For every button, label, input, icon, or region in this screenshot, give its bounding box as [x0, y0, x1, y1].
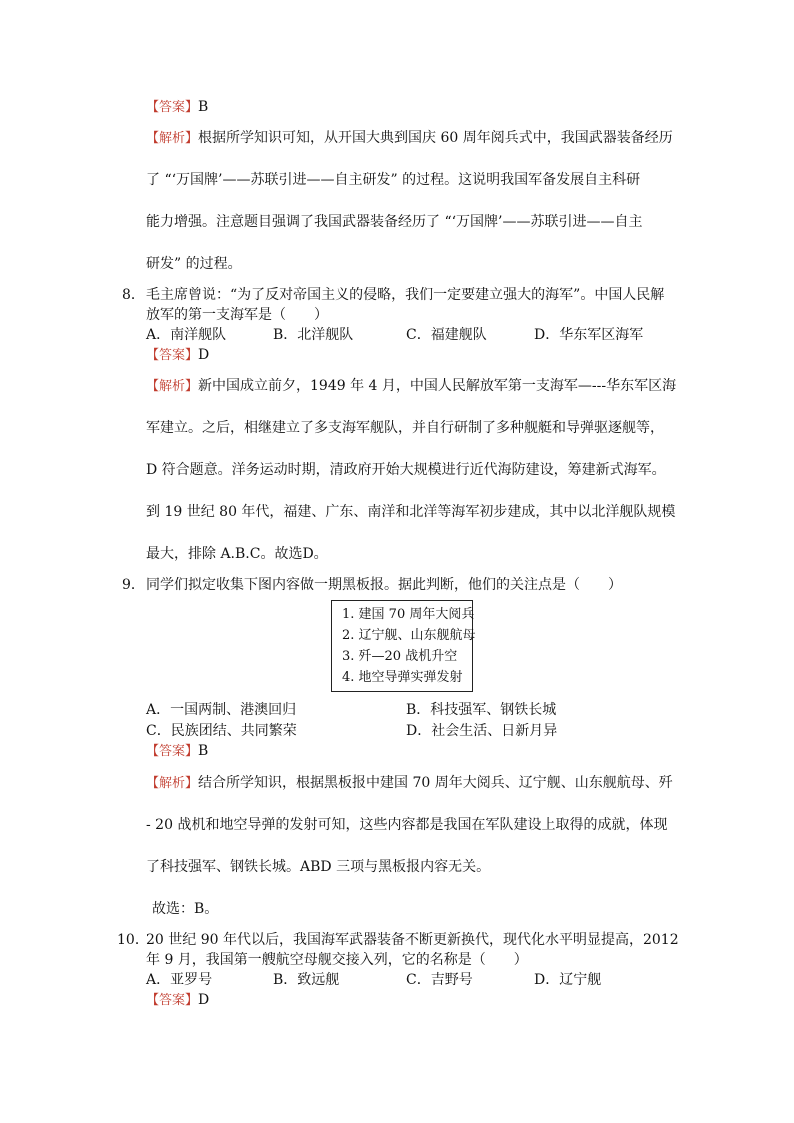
q7-answer: B — [198, 99, 209, 115]
q10-option-b: B．致远舰 — [273, 972, 340, 988]
q8-analysis-line-2: 军建立。之后，相继建立了多支海军舰队，并自行研制了多种舰艇和导弹驱逐舰等， — [146, 420, 664, 436]
analysis-tag: 【解析】 — [146, 776, 199, 791]
q8-option-a: A．南洋舰队 — [146, 327, 227, 343]
q8-option-b: B．北洋舰队 — [273, 327, 354, 343]
q9-option-d: D．社会生活、日新月异 — [406, 723, 558, 739]
q9-analysis-line-3: 了科技强军、钢铁长城。ABD 三项与黑板报内容无关。 — [146, 859, 491, 875]
answer-tag: 【答案】 — [146, 100, 199, 115]
box-item-2: 2. 辽宁舰、山东舰航母 — [342, 628, 476, 643]
answer-tag: 【答案】 — [146, 993, 199, 1008]
q7-analysis-line-2: 了 “‘万国牌’——苏联引进——自主研发” 的过程。这说明我国军备发展自主科研 — [146, 172, 641, 188]
q8-stem-line-2: 放军的第一支海军是（ ） — [146, 307, 328, 323]
q10-stem-line-1: 20 世纪 90 年代以后，我国海军武器装备不断更新换代，现代化水平明显提高，2012 — [146, 932, 679, 948]
q10-option-c: C．吉野号 — [406, 972, 473, 988]
q7-answer-line — [146, 97, 208, 118]
q8-option-d: D．华东军区海军 — [534, 327, 644, 343]
q9-analysis-line-2: - 20 战机和地空导弹的发射可知，这些内容都是我国在军队建设上取得的成就，体现 — [146, 817, 668, 833]
q9-number: 9． — [122, 577, 145, 593]
answer-tag: 【答案】 — [146, 348, 199, 363]
q7-analysis-line-1: 【解析】根据所学知识可知，从开国大典到国庆 60 周年阅兵式中，我国武器装备经历 — [146, 130, 673, 146]
q10-number: 10． — [117, 932, 149, 948]
q8-analysis-line-5: 最大，排除 A.B.C。故选D。 — [146, 546, 328, 562]
q8-stem-line-1: 毛主席曾说：“为了反对帝国主义的侵略，我们一定要建立强大的海军”。中国人民解 — [146, 287, 665, 303]
q7-analysis-line-3: 能力增强。注意题目强调了我国武器装备经历了 “‘万国牌’——苏联引进——自主 — [146, 214, 643, 230]
q9-analysis-line-1: 【解析】结合所学知识，根据黑板报中建国 70 周年大阅兵、辽宁舰、山东舰航母、歼 — [146, 775, 673, 791]
q10-answer: D — [198, 992, 210, 1008]
q10-option-d: D．辽宁舰 — [534, 972, 602, 988]
q9-answer-line — [146, 741, 208, 762]
box-item-3: 3. 歼—20 战机升空 — [342, 649, 458, 664]
q10-option-a: A．亚罗号 — [146, 972, 213, 988]
q8-answer: D — [198, 347, 210, 363]
q10-answer-line — [146, 990, 209, 1011]
analysis-tag: 【解析】 — [146, 131, 199, 146]
q10-stem-line-2: 年 9 月，我国第一艘航空母舰交接入列，它的名称是（ ） — [146, 952, 528, 968]
q8-answer-line — [146, 345, 209, 366]
q9-stem: 同学们拟定收集下图内容做一期黑板报。据此判断，他们的关注点是（ ） — [146, 577, 622, 593]
q8-number: 8． — [122, 287, 145, 303]
blackboard-content-box — [331, 600, 476, 692]
q7-analysis-line-4: 研发” 的过程。 — [146, 256, 242, 272]
box-item-1: 1. 建国 70 周年大阅兵 — [342, 607, 475, 622]
q9-option-c: C．民族团结、共同繁荣 — [146, 723, 297, 739]
q8-option-c: C．福建舰队 — [406, 327, 487, 343]
q9-answer: B — [198, 743, 209, 759]
q8-analysis-line-3: D 符合题意。洋务运动时期，清政府开始大规模进行近代海防建设，筹建新式海军。 — [146, 462, 666, 478]
q9-option-a: A．一国两制、港澳回归 — [146, 702, 297, 718]
analysis-tag: 【解析】 — [146, 379, 199, 394]
answer-tag: 【答案】 — [146, 744, 199, 759]
q8-analysis-line-1: 【解析】新中国成立前夕，1949 年 4 月，中国人民解放军第一支海军—---华东军区海 — [146, 378, 677, 394]
box-item-4: 4. 地空导弹实弹发射 — [342, 670, 463, 685]
q9-option-b: B．科技强军、钢铁长城 — [406, 702, 557, 718]
q9-analysis-line-4: 故选：B。 — [152, 901, 219, 917]
q8-analysis-line-4: 到 19 世纪 80 年代，福建、广东、南洋和北洋等海军初步建成，其中以北洋舰队规模 — [146, 504, 676, 520]
